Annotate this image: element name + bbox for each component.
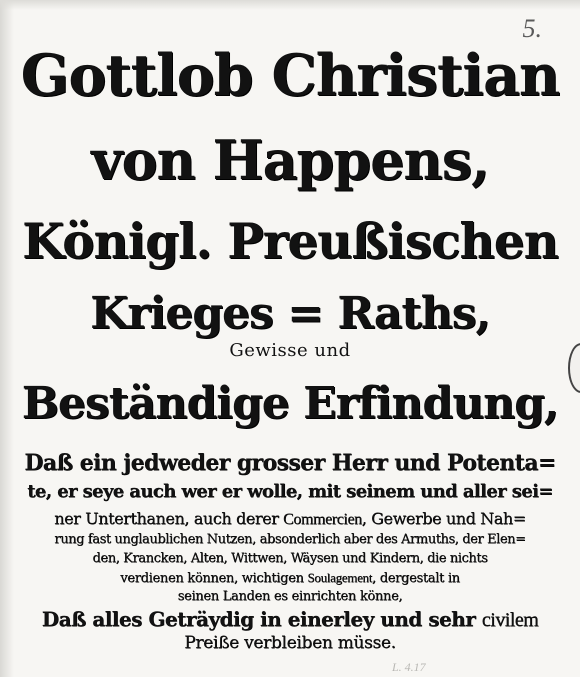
faint-pencil-mark: L. 4.17 bbox=[392, 660, 426, 674]
title-line-krieges-raths: Krieges = Raths, bbox=[90, 288, 490, 339]
body-line-2: te, er seye auch wer er wolle, mit seinem und aller sei= bbox=[27, 481, 553, 502]
body-line-3 bbox=[0, 509, 580, 529]
latin-word-soulagement: Soulagement bbox=[307, 570, 373, 585]
body-line-6-start: verdienen können, wichtigen bbox=[120, 571, 308, 586]
title-line-koenigl: Königl. Preußischen bbox=[22, 213, 558, 270]
body-line-6 bbox=[0, 570, 580, 586]
body-line-8-start: Daß alles Geträydig in einerley und sehr bbox=[41, 607, 482, 631]
body-line-3-end: , Gewerbe und Nah= bbox=[361, 509, 526, 528]
title-line-gewisse: Gewisse und bbox=[229, 340, 351, 361]
latin-word-commercien: Commercien bbox=[283, 511, 362, 528]
body-line-3-start: ner Unterthanen, auch derer bbox=[54, 509, 284, 528]
body-line-9: Preiße verbleiben müsse. bbox=[184, 633, 396, 653]
body-line-5: den, Krancken, Alten, Wittwen, Wäysen und Kindern, die nichts bbox=[92, 551, 488, 566]
folio-number: 5. bbox=[522, 14, 542, 43]
page-edge-shadow-top bbox=[0, 0, 580, 10]
body-line-4: rung fast unglaublichen Nutzen, absonderlich aber des Armuths, der Elen= bbox=[54, 532, 526, 547]
title-line-name: Gottlob Christian bbox=[20, 42, 560, 109]
body-line-1: Daß ein jedweder grosser Herr und Potenta= bbox=[24, 450, 556, 476]
body-line-6-end: , dergestalt in bbox=[372, 571, 460, 586]
body-line-8 bbox=[0, 607, 580, 632]
body-line-7: seinen Landen es einrichten könne, bbox=[177, 589, 403, 604]
latin-word-civilem: civilem bbox=[481, 609, 539, 631]
title-line-erfindung: Beständige Erfindung, bbox=[21, 378, 559, 429]
title-line-von: von Happens, bbox=[91, 128, 489, 192]
